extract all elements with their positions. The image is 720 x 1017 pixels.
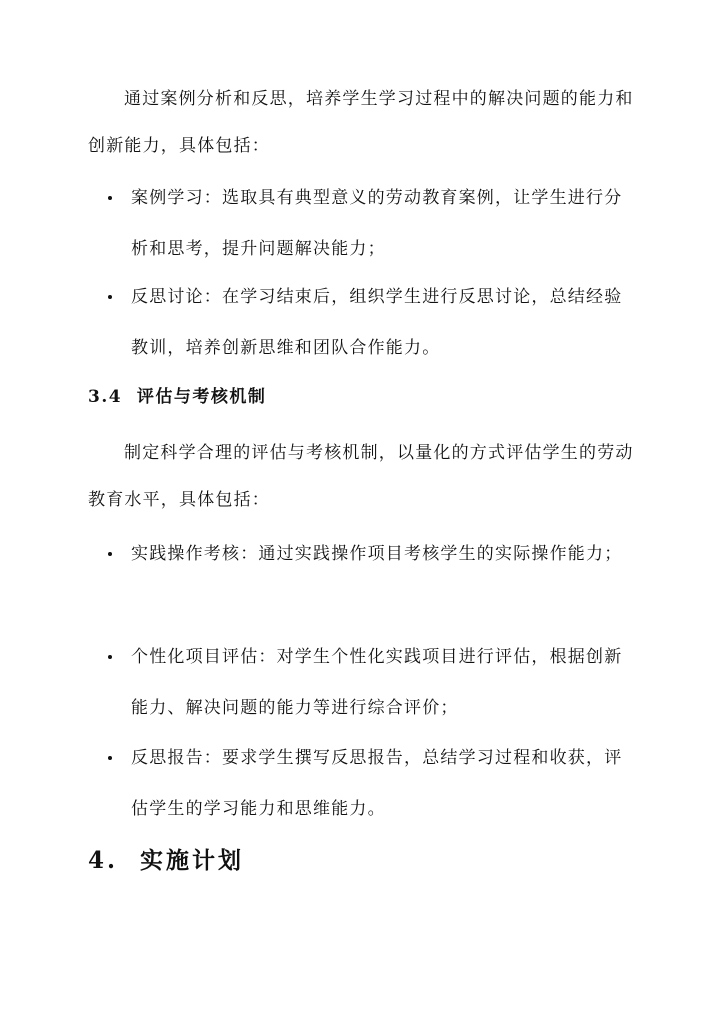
list-item xyxy=(108,529,628,580)
section-number: 3.4 xyxy=(88,387,123,407)
bullet-icon xyxy=(108,196,112,200)
list-item-text: 反思讨论：在学习结束后，组织学生进行反思讨论，总结经验教训，培养创新思维和团队合作能力。 xyxy=(131,287,623,358)
bullet-icon xyxy=(108,655,112,659)
list-item xyxy=(108,173,628,275)
list-item xyxy=(108,272,628,374)
intro-paragraph: 通过案例分析和反思，培养学生学习过程中的解决问题的能力和创新能力，具体包括： xyxy=(88,89,634,156)
bullet-icon xyxy=(108,552,112,556)
list-item-text: 案例学习：选取具有典型意义的劳动教育案例，让学生进行分析和思考，提升问题解决能力； xyxy=(131,188,623,259)
list-item-text: 反思报告：要求学生撰写反思报告，总结学习过程和收获，评估学生的学习能力和思维能力。 xyxy=(131,748,623,819)
bullet-icon xyxy=(108,295,112,299)
section-title: 实施计划 xyxy=(140,847,245,874)
section-3-4-paragraph: 制定科学合理的评估与考核机制，以量化的方式评估学生的劳动教育水平，具体包括： xyxy=(88,443,634,510)
section-title: 评估与考核机制 xyxy=(136,387,267,407)
section-number: 4. xyxy=(88,847,119,874)
section-heading-3-4 xyxy=(88,381,266,413)
list-item-text: 实践操作考核：通过实践操作项目考核学生的实际操作能力； xyxy=(131,544,623,564)
section-heading-4 xyxy=(88,842,244,880)
list-item xyxy=(108,733,628,835)
list-item xyxy=(108,632,628,734)
bullet-icon xyxy=(108,756,112,760)
list-item-text: 个性化项目评估：对学生个性化实践项目进行评估，根据创新能力、解决问题的能力等进行综合评价； xyxy=(131,647,623,718)
